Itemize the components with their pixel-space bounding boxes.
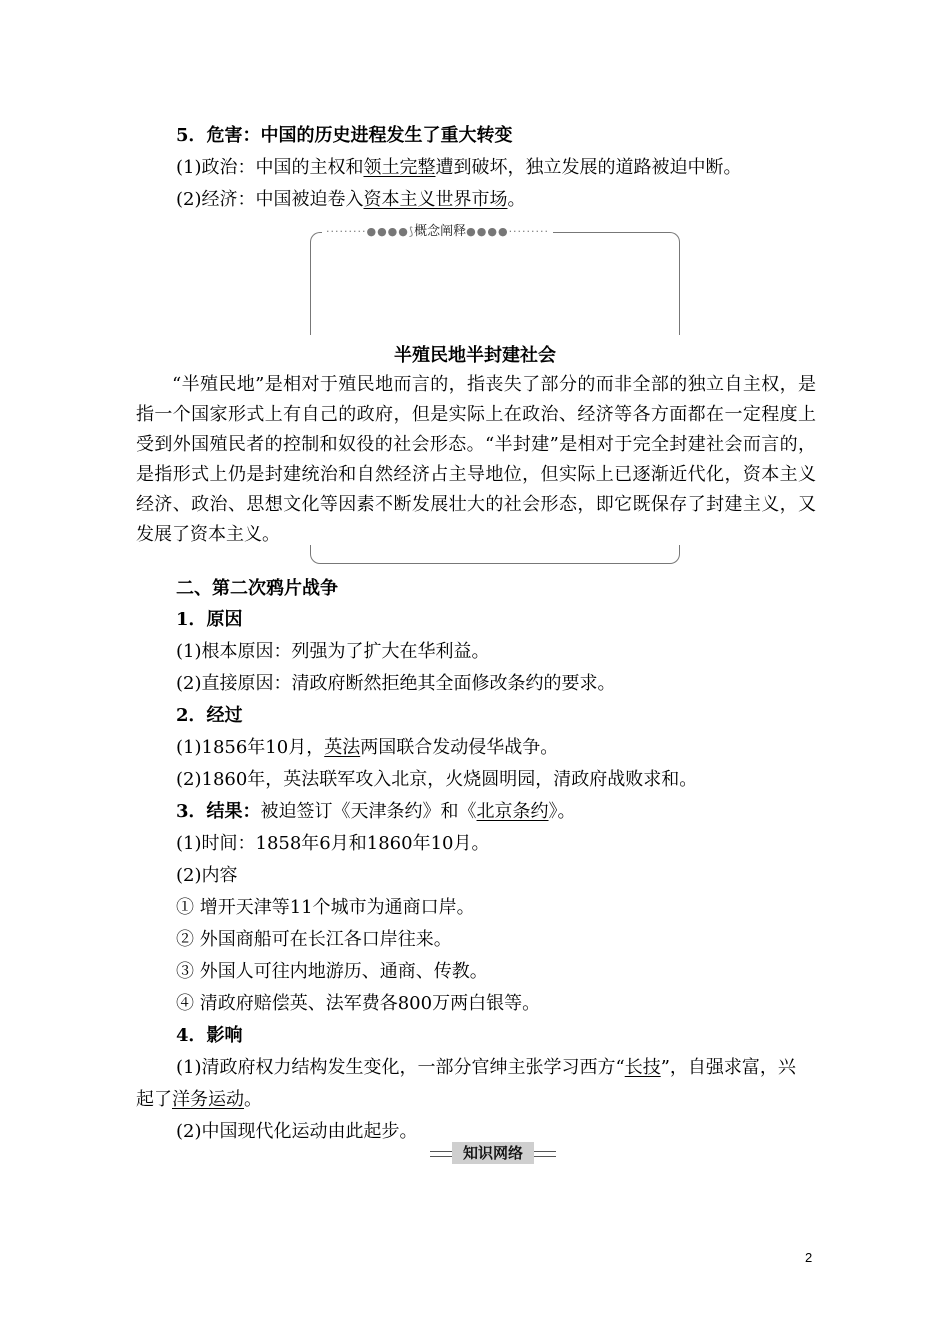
sub-heading: 4．影响	[176, 1025, 243, 1046]
text-line: (2)内容	[176, 865, 238, 886]
list-item: ① 增开天津等11个城市为通商口岸。	[176, 897, 475, 918]
key-term: 长技	[624, 1057, 661, 1078]
text-line: (1)根本原因：列强为了扩大在华利益。	[176, 641, 490, 662]
concept-paragraph: “半殖民地”是相对于殖民地而言的，指丧失了部分的而非全部的独立自主权，是指一个国家形式上有自己的政府，但是实际上在政治、经济等各方面都在一定程度上受到外国殖民者的控制和奴役的社会形态。“半封建”是相对于完全封建社会而言的，是指形式上仍是封建统治和自然经济占主导地位，但实际上已逐渐近代化，资本主义经济、政治、思想文化等因素不断发展壮大的社会形态，即它既保存了封建主义，又发展了资本主义。	[136, 374, 816, 545]
list-item: ③ 外国人可往内地游历、通商、传教。	[176, 961, 488, 982]
key-term: 资本主义世界市场	[363, 189, 508, 210]
sub-heading: 2．经过	[176, 705, 243, 726]
concept-box-top	[310, 232, 680, 335]
sub-heading: 1．原因	[176, 609, 243, 630]
text-line: 3．结果：被迫签订《天津条约》和《北京条约》。	[176, 801, 576, 822]
section-heading: 5．危害：中国的历史进程发生了重大转变	[176, 125, 513, 146]
concept-box-bottom	[310, 545, 680, 564]
list-item: ② 外国商船可在长江各口岸往来。	[176, 929, 452, 950]
key-term: 英法	[324, 737, 361, 758]
page-number: 2	[805, 1250, 813, 1265]
text-line: (1)时间：1858年6月和1860年10月。	[176, 833, 490, 854]
text-line: (2)中国现代化运动由此起步。	[176, 1121, 418, 1142]
knowledge-network-banner	[430, 1142, 556, 1164]
concept-title: 半殖民地半封建社会	[394, 345, 556, 366]
banner-label: 知识网络	[452, 1142, 534, 1164]
text-line: (1)1856年10月，英法两国联合发动侵华战争。	[176, 737, 559, 758]
text-line: (1)清政府权力结构发生变化，一部分官绅主张学习西方“长技”，自强求富，兴	[176, 1057, 796, 1078]
key-term: 领土完整	[363, 157, 436, 178]
text-line: 起了洋务运动。	[136, 1089, 262, 1110]
text-line: (2)直接原因：清政府断然拒绝其全面修改条约的要求。	[176, 673, 616, 694]
text-line: (2)1860年，英法联军攻入北京，火烧圆明园，清政府战败求和。	[176, 769, 698, 790]
key-term: 北京条约	[476, 801, 549, 822]
text-line: (1)政治：中国的主权和领土完整遭到破坏，独立发展的道路被迫中断。	[176, 157, 742, 178]
text-line: (2)经济：中国被迫卷入资本主义世界市场。	[176, 189, 526, 210]
key-term: 洋务运动	[172, 1089, 244, 1110]
concept-label: ·········●●●●⟆概念阐释●●●●·········	[322, 223, 553, 241]
section-heading: 二、第二次鸦片战争	[176, 578, 338, 599]
list-item: ④ 清政府赔偿英、法军费各800万两白银等。	[176, 993, 541, 1014]
